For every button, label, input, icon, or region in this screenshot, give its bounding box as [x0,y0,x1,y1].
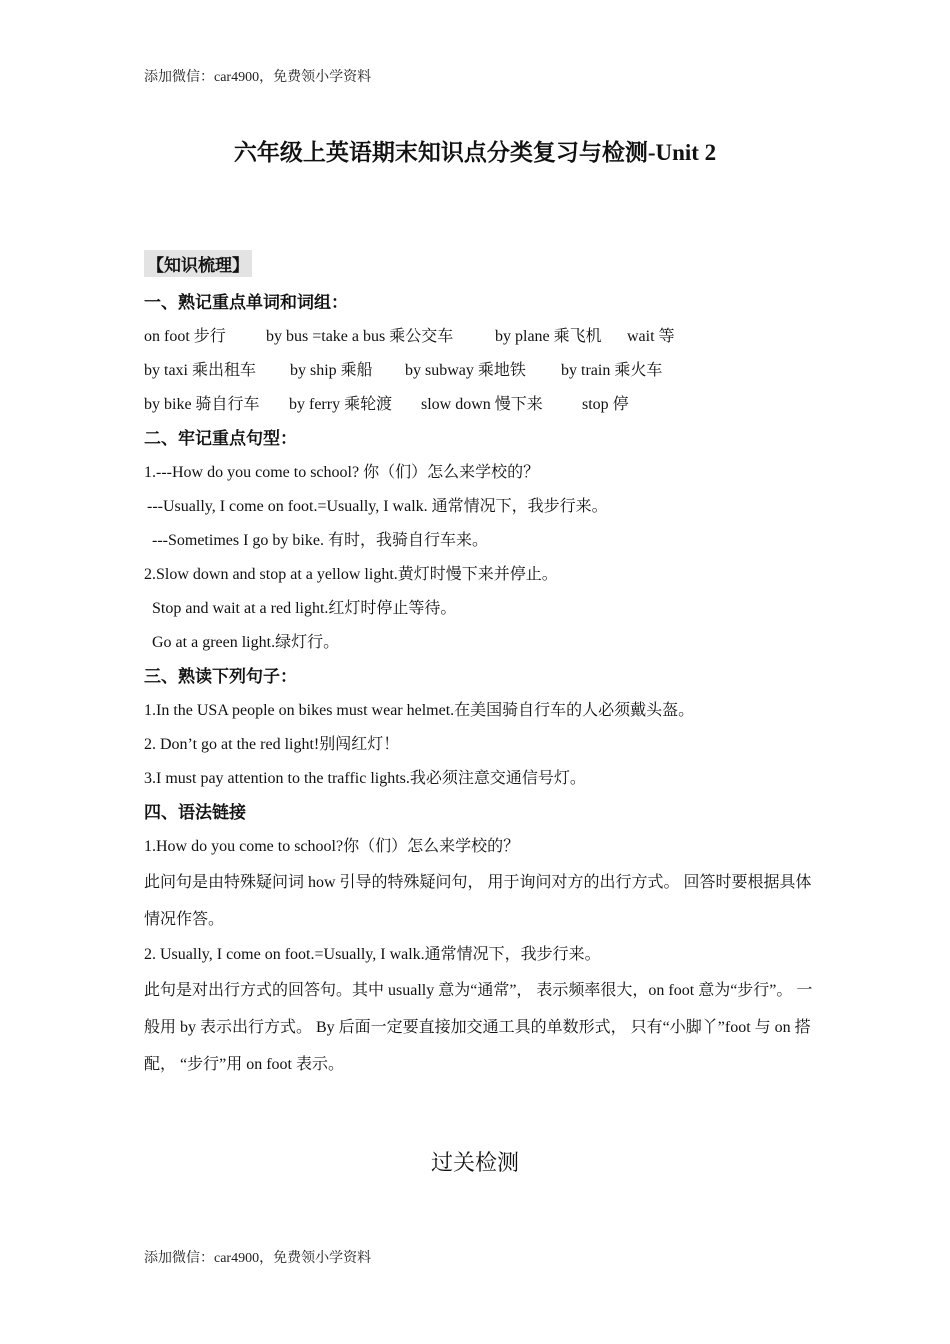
grammar-question-1: 1.How do you come to school?你（们）怎么来学校的？ [144,838,520,855]
vocab-item: by ship 乘船 [290,362,373,379]
sentence-line: 2. Don’t go at the red light!别闯红灯！ [144,736,400,753]
vocab-item: by bus =take a bus 乘公交车 [266,328,454,345]
section-4-heading: 四、语法链接 [144,803,246,822]
page-title: 六年级上英语期末知识点分类复习与检测-Unit 2 [233,140,717,165]
vocab-item: on foot 步行 [144,328,226,345]
sentence-line: Stop and wait at a red light.红灯时停止等待。 [152,600,457,617]
vocab-row-1 [144,320,814,354]
sentence-line: ---Usually, I come on foot.=Usually, I walk. 通常情况下，我步行来。 [147,498,608,515]
header-note: 添加微信：car4900，免费领小学资料 [144,70,372,85]
grammar-question-2: 2. Usually, I come on foot.=Usually, I walk.通常情况下，我步行来。 [144,946,601,963]
vocab-item: by plane 乘飞机 [495,328,602,345]
sentence-line: 2.Slow down and stop at a yellow light.黄灯时慢下来并停止。 [144,566,558,583]
document-body [144,250,814,1083]
sentence-line: 1.In the USA people on bikes must wear helmet.在美国骑自行车的人必须戴头盔。 [144,702,695,719]
grammar-explanation-1: 此问句是由特殊疑问词 how 引导的特殊疑问句， 用于询问对方的出行方式。 回答时要根据具体情况作答。 [144,874,812,928]
vocab-row-3 [144,388,814,422]
section-3-heading: 三、熟读下列句子： [144,667,297,686]
footer-note: 添加微信：car4900，免费领小学资料 [144,1251,372,1266]
vocab-row-2 [144,354,814,388]
test-section-title: 过关检测 [430,1150,519,1175]
knowledge-tag: 【知识梳理】 [144,250,252,277]
section-2-heading: 二、牢记重点句型： [144,429,297,448]
vocab-item: by ferry 乘轮渡 [289,396,393,413]
vocab-item: by bike 骑自行车 [144,396,260,413]
vocab-item: stop 停 [582,396,629,413]
sentence-line: 3.I must pay attention to the traffic lights.我必须注意交通信号灯。 [144,770,586,787]
sentence-line: ---Sometimes I go by bike. 有时，我骑自行车来。 [152,532,488,549]
grammar-explanation-2: 此句是对出行方式的回答句。其中 usually 意为“通常”， 表示频率很大，on foot 意为“步行”。 一般用 by 表示出行方式。 By 后面一定要直接加交通工具的单数形式， 只有“小脚丫”foot 与 on 搭配， “步行”用 on foot 表示。 [144,982,813,1073]
vocab-item: by taxi 乘出租车 [144,362,256,379]
sentence-line: 1.---How do you come to school? 你（们）怎么来学校的？ [144,464,540,481]
sentence-line: Go at a green light.绿灯行。 [152,634,340,651]
vocab-item: by train 乘火车 [561,362,663,379]
section-1-heading: 一、熟记重点单词和词组： [144,293,348,312]
vocab-item: by subway 乘地铁 [405,362,526,379]
vocab-item: wait 等 [627,328,675,345]
vocab-item: slow down 慢下来 [421,396,543,413]
